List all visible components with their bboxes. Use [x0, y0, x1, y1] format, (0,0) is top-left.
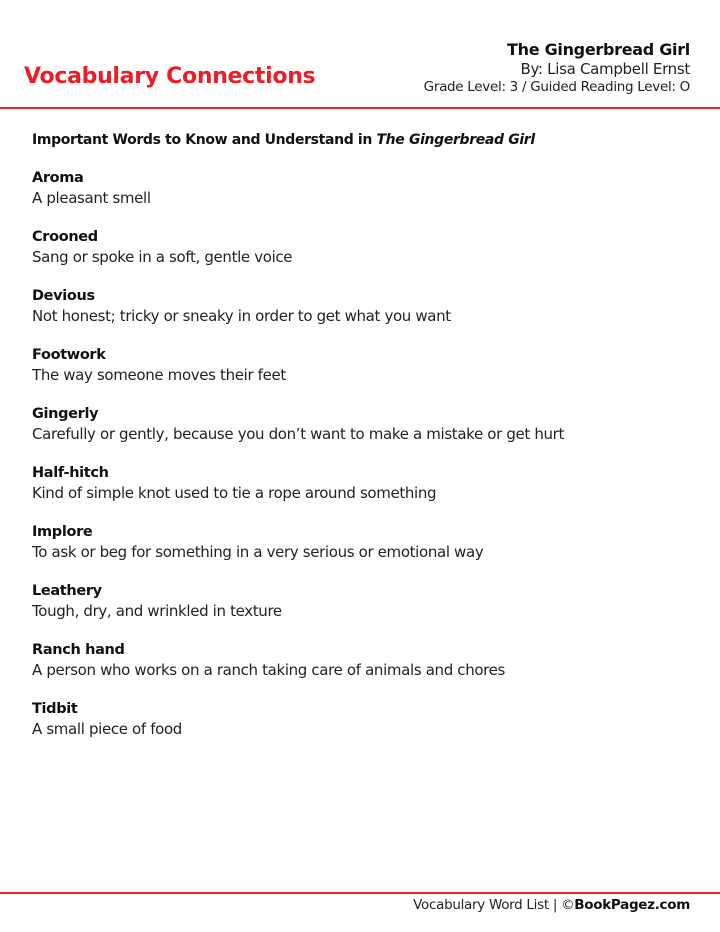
page-footer	[413, 897, 690, 913]
section-heading-prefix: Important Words to Know and Understand in	[32, 132, 377, 148]
section-heading-book-title: The Gingerbread Girl	[376, 132, 535, 148]
vocab-entry	[32, 699, 692, 739]
footer-label: Vocabulary Word List	[413, 897, 549, 913]
footer-separator: |	[548, 897, 562, 913]
vocab-definition: The way someone moves their feet	[32, 366, 286, 384]
book-author: By: Lisa Campbell Ernst	[520, 60, 690, 78]
vocab-definition: Kind of simple knot used to tie a rope around something	[32, 484, 437, 502]
footer-brand: BookPagez.com	[574, 897, 690, 913]
footer-divider	[0, 892, 720, 894]
vocab-entry	[32, 345, 692, 385]
vocab-definition: A person who works on a ranch taking care of animals and chores	[32, 661, 506, 679]
vocab-term: Crooned	[32, 229, 98, 245]
vocab-term: Devious	[32, 288, 95, 304]
vocab-entry	[32, 286, 692, 326]
vocab-term: Aroma	[32, 170, 84, 186]
vocab-entry	[32, 522, 692, 562]
vocab-definition: To ask or beg for something in a very serious or emotional way	[32, 543, 484, 561]
vocab-definition: Carefully or gently, because you don’t want to make a mistake or get hurt	[32, 425, 564, 443]
header-divider	[0, 107, 720, 109]
vocab-term: Ranch hand	[32, 642, 125, 658]
vocab-term: Leathery	[32, 583, 102, 599]
vocab-entry	[32, 581, 692, 621]
section-heading	[32, 130, 692, 150]
vocab-entry	[32, 463, 692, 503]
vocab-entry	[32, 640, 692, 680]
vocab-definition: A pleasant smell	[32, 189, 151, 207]
book-title: The Gingerbread Girl	[507, 40, 690, 59]
vocab-term: Half-hitch	[32, 465, 109, 481]
vocab-definition: Not honest; tricky or sneaky in order to get what you want	[32, 307, 451, 325]
vocab-definition: Tough, dry, and wrinkled in texture	[32, 602, 282, 620]
vocabulary-list	[32, 130, 692, 758]
page-title: Vocabulary Connections	[24, 64, 316, 89]
vocab-definition: Sang or spoke in a soft, gentle voice	[32, 248, 293, 266]
vocab-term: Gingerly	[32, 406, 99, 422]
book-info	[424, 40, 690, 96]
vocab-term: Implore	[32, 524, 93, 540]
vocab-entry	[32, 404, 692, 444]
vocab-definition: A small piece of food	[32, 720, 182, 738]
copyright-icon: ©	[561, 897, 575, 913]
vocab-term: Footwork	[32, 347, 106, 363]
vocab-entry	[32, 227, 692, 267]
vocab-entry	[32, 168, 692, 208]
vocab-term: Tidbit	[32, 701, 78, 717]
reading-level: Grade Level: 3 / Guided Reading Level: O	[423, 79, 690, 95]
